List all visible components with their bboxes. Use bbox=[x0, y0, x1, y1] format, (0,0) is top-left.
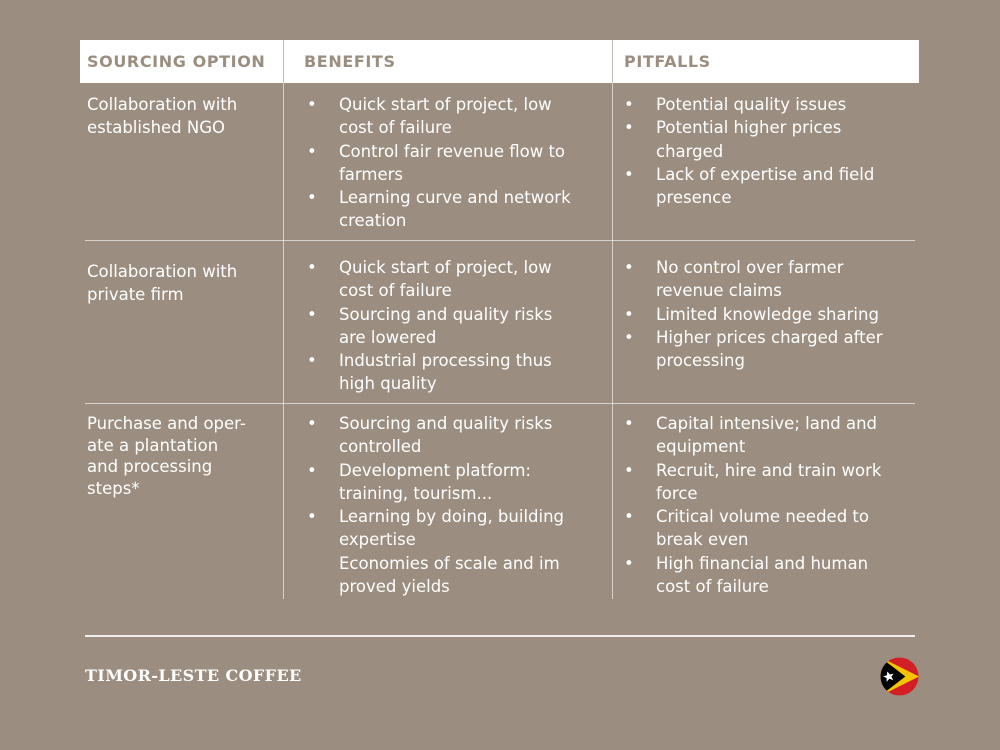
bullet-icon: • bbox=[624, 414, 634, 433]
list-item bbox=[620, 116, 915, 163]
list-item bbox=[303, 505, 608, 552]
benefit-text: Quick start of project, low cost of failure bbox=[339, 95, 552, 138]
footer-divider bbox=[85, 635, 915, 637]
list-item bbox=[303, 303, 608, 350]
benefit-text: Control fair revenue flow to farmers bbox=[339, 141, 566, 184]
header-divider bbox=[612, 40, 613, 83]
list-item bbox=[303, 93, 608, 140]
pitfall-text: Potential higher prices charged bbox=[656, 118, 842, 161]
pitfall-text: Capital intensive; land and equipment bbox=[656, 414, 878, 457]
list-item bbox=[303, 186, 608, 233]
benefit-text: Quick start of project, low cost of failure bbox=[339, 258, 552, 301]
pitfall-text: Critical volume needed to break even bbox=[656, 507, 869, 550]
footer-title: TIMOR-LESTE COFFEE bbox=[85, 666, 302, 685]
list-item bbox=[620, 552, 915, 599]
list-item bbox=[303, 349, 608, 396]
pitfall-text: Potential quality issues bbox=[656, 95, 847, 114]
benefit-text: Learning by doing, building expertise bbox=[339, 507, 565, 550]
list-item bbox=[620, 163, 915, 210]
bullet-icon: • bbox=[307, 414, 317, 433]
benefits-list bbox=[303, 93, 608, 233]
bullet-icon: • bbox=[624, 258, 634, 277]
bullet-icon: • bbox=[307, 351, 317, 371]
list-item bbox=[303, 412, 608, 459]
timor-leste-flag-icon bbox=[880, 657, 919, 696]
bullet-icon: • bbox=[624, 95, 634, 114]
benefits-list bbox=[303, 256, 608, 396]
row-option: Collaboration with established NGO bbox=[87, 95, 238, 138]
pitfall-text: Recruit, hire and train work force bbox=[656, 460, 882, 503]
bullet-icon: • bbox=[624, 553, 634, 573]
header-divider bbox=[283, 40, 284, 83]
list-item bbox=[303, 552, 608, 599]
row-option: Purchase and oper- ate a plantation and processing steps* bbox=[87, 414, 246, 498]
flag-emblem bbox=[880, 657, 919, 696]
benefit-text: Sourcing and quality risks controlled bbox=[339, 414, 553, 457]
bullet-icon: • bbox=[307, 507, 317, 527]
bullet-icon: • bbox=[307, 141, 317, 161]
bullet-icon: • bbox=[624, 460, 634, 480]
benefits-list bbox=[303, 412, 608, 598]
pitfall-text: Lack of expertise and field presence bbox=[656, 164, 875, 208]
bullet-icon: • bbox=[307, 188, 317, 208]
list-item bbox=[620, 93, 915, 116]
benefit-text: Economies of scale and im proved yields bbox=[339, 553, 560, 597]
benefit-text: Learning curve and network creation bbox=[339, 188, 571, 231]
pitfall-text: Limited knowledge sharing bbox=[656, 304, 879, 324]
bullet-icon: • bbox=[624, 327, 634, 347]
pitfalls-list bbox=[620, 93, 915, 209]
list-item bbox=[303, 459, 608, 506]
pitfall-text: High financial and human cost of failure bbox=[656, 553, 869, 597]
benefit-text: Industrial processing thus high quality bbox=[339, 351, 552, 394]
column-divider bbox=[612, 83, 613, 599]
bullet-icon: • bbox=[307, 95, 317, 114]
bullet-icon: • bbox=[624, 507, 634, 527]
benefit-text: Development platform: training, tourism... bbox=[339, 460, 531, 503]
list-item bbox=[620, 505, 915, 552]
bullet-icon: • bbox=[307, 258, 317, 277]
benefit-text: Sourcing and quality risks are lowered bbox=[339, 304, 553, 347]
pitfalls-list bbox=[620, 412, 915, 598]
list-item bbox=[303, 140, 608, 187]
bullet-icon: • bbox=[307, 460, 317, 480]
header-pitfalls: PITFALLS bbox=[624, 52, 711, 71]
pitfalls-list bbox=[620, 256, 915, 372]
bullet-icon: • bbox=[624, 118, 634, 138]
list-item bbox=[303, 256, 608, 303]
pitfall-text: Higher prices charged after processing bbox=[656, 327, 883, 371]
bullet-icon: • bbox=[307, 304, 317, 324]
row-divider bbox=[85, 240, 915, 241]
row-option: Collaboration with private firm bbox=[87, 262, 238, 305]
column-divider bbox=[283, 83, 284, 599]
header-sourcing-option: SOURCING OPTION bbox=[87, 52, 266, 71]
list-item bbox=[620, 412, 915, 459]
bullet-icon: • bbox=[624, 304, 634, 324]
header-benefits: BENEFITS bbox=[304, 52, 396, 71]
list-item bbox=[620, 459, 915, 506]
row-divider bbox=[85, 403, 915, 404]
list-item bbox=[620, 303, 915, 326]
table-header bbox=[80, 40, 919, 83]
pitfall-text: No control over farmer revenue claims bbox=[656, 258, 844, 301]
list-item bbox=[620, 256, 915, 303]
list-item bbox=[620, 326, 915, 373]
bullet-icon: • bbox=[624, 164, 634, 184]
